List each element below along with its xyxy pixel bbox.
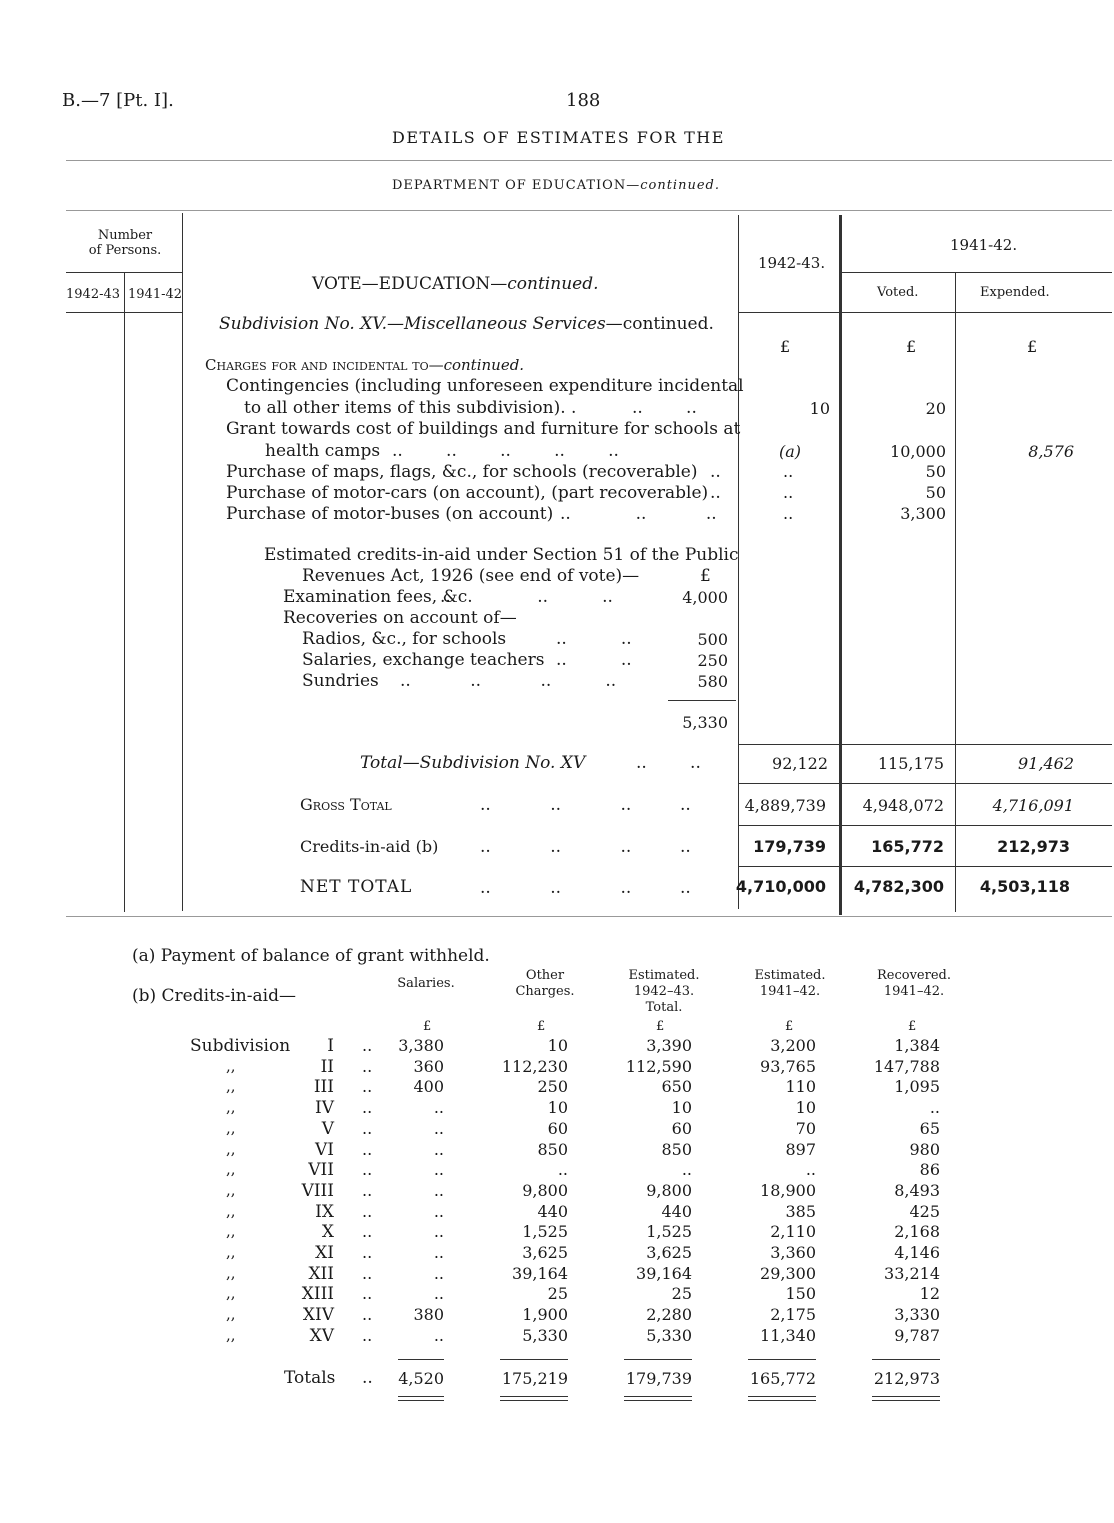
header-line: 1942–43. [633, 984, 695, 999]
subdivision-numeral: XIII [301, 1284, 334, 1304]
leader-dots: .. [362, 1077, 373, 1096]
credits-estimate-currency: £ [700, 566, 711, 586]
other-charges-value: 1,525 [522, 1222, 568, 1241]
estimated-1942-43-value: 2,280 [646, 1305, 692, 1324]
estimated-1942-43-value: .. [681, 1160, 692, 1179]
persons-1941-42-header: 1941-42 [128, 287, 183, 302]
ditto-mark: ,, [226, 1326, 236, 1344]
rule [500, 1359, 568, 1360]
page-title: DETAILS OF ESTIMATES FOR THE [392, 128, 725, 147]
estimated-1941-42-value: 2,110 [770, 1222, 816, 1241]
charges-heading-cont: continued. [443, 356, 525, 374]
leader-dots: .. .. .. .. .. [392, 441, 619, 461]
subdivision-numeral: IX [315, 1202, 334, 1222]
leader-dots: .. .. [632, 398, 697, 418]
leader-dots: .. [362, 1140, 373, 1159]
estimated-1942-43-value: 25 [671, 1284, 692, 1303]
estimated-1941-42-value: 150 [785, 1284, 816, 1303]
leader-dots: .. .. .. .. [480, 795, 691, 815]
other-charges-value: 10 [547, 1036, 568, 1055]
voted-header: Voted. [877, 285, 919, 300]
other-charges-value: .. [557, 1160, 568, 1179]
credits-totals-est4142: 165,772 [749, 1369, 816, 1388]
salaries-value: .. [433, 1222, 444, 1241]
rule [738, 866, 1112, 867]
rule [842, 272, 1112, 273]
department-name: DEPARTMENT OF EDUCATION— [392, 178, 641, 193]
currency-1942-43: £ [780, 337, 791, 356]
leader-dots: .. [362, 1326, 373, 1345]
header-recovered-1941-42 [862, 968, 966, 1000]
vote-title [312, 274, 598, 294]
other-charges-value: 39,164 [512, 1264, 568, 1283]
rule [500, 1396, 568, 1397]
salaries-value: .. [433, 1119, 444, 1138]
vertical-rule [124, 272, 125, 912]
rule [624, 1396, 692, 1397]
rule [872, 1359, 940, 1360]
motor-buses-1942-43: .. [783, 504, 794, 523]
header-line: Other [525, 968, 565, 983]
rule [624, 1359, 692, 1360]
rule [748, 1359, 816, 1360]
col-1941-42-header: 1941-42. [950, 236, 1018, 254]
header-estimated-1942-43 [612, 968, 716, 1016]
contingencies-voted: 20 [925, 399, 946, 418]
rule [66, 210, 1112, 211]
estimated-1942-43-value: 850 [661, 1140, 692, 1159]
ditto-mark: ,, [226, 1284, 236, 1302]
salaries-value: .. [433, 1264, 444, 1283]
subdivision-numeral: VI [315, 1140, 334, 1160]
leader-dots: .. [362, 1284, 373, 1303]
gross-total-expended: 4,716,091 [992, 796, 1074, 815]
sundries-value: 580 [697, 672, 728, 691]
rule [500, 1400, 568, 1401]
salaries-value: 400 [413, 1077, 444, 1096]
rule [738, 783, 1112, 784]
estimated-1942-43-value: 440 [661, 1202, 692, 1221]
item-motor-cars: Purchase of motor-cars (on account), (part recoverable) [226, 483, 709, 503]
estimated-1942-43-value: 1,525 [646, 1222, 692, 1241]
sundries-label: Sundries [302, 671, 379, 691]
credits-totals-est4243: 179,739 [625, 1369, 692, 1388]
subdivision-numeral: VII [308, 1160, 334, 1180]
department-cont: continued. [640, 178, 720, 193]
recovered-1941-42-value: 9,787 [894, 1326, 940, 1345]
motor-buses-voted: 3,300 [900, 504, 946, 523]
recovered-1941-42-value: 65 [919, 1119, 940, 1138]
recoveries-label: Recoveries on account of— [283, 608, 517, 628]
recovered-1941-42-value: 12 [919, 1284, 940, 1303]
salaries-value: .. [433, 1098, 444, 1117]
leader-dots: .. .. .. .. [480, 878, 691, 898]
leader-dots: .. [362, 1057, 373, 1076]
leader-dots: .. .. [556, 629, 632, 649]
recovered-1941-42-value: .. [929, 1098, 940, 1117]
leader-dots: .. [362, 1264, 373, 1283]
leader-dots: .. [362, 1160, 373, 1179]
ditto-mark: ,, [226, 1140, 236, 1158]
rule [66, 916, 1112, 917]
recovered-1941-42-value: 86 [919, 1160, 940, 1179]
recovered-1941-42-value: 4,146 [894, 1243, 940, 1262]
other-charges-value: 10 [547, 1098, 568, 1117]
credits-estimate-total: 5,330 [682, 713, 728, 732]
estimated-1942-43-value: 5,330 [646, 1326, 692, 1345]
credits-in-aid-expended: 212,973 [997, 837, 1070, 856]
item-grant-line1: Grant towards cost of buildings and furniture for schools at [226, 419, 741, 439]
header-line: Number [97, 228, 153, 243]
contingencies-1942-43: 10 [809, 399, 830, 418]
maps-voted: 50 [925, 462, 946, 481]
salaries-exchange-value: 250 [697, 651, 728, 670]
leader-dots: .. .. .. [440, 587, 613, 607]
estimated-1941-42-value: .. [805, 1160, 816, 1179]
recovered-1941-42-value: 2,168 [894, 1222, 940, 1241]
estimated-1941-42-value: 897 [785, 1140, 816, 1159]
leader-dots: .. .. .. .. [480, 837, 691, 857]
net-total-expended: 4,503,118 [979, 877, 1070, 896]
rule [398, 1396, 444, 1397]
document-reference: B.—7 [Pt. I]. [62, 90, 174, 111]
ditto-mark: ,, [226, 1305, 236, 1323]
motor-cars-1942-43: .. [783, 483, 794, 502]
department-heading [392, 178, 720, 193]
recovered-1941-42-value: 980 [909, 1140, 940, 1159]
other-charges-value: 112,230 [501, 1057, 568, 1076]
header-line: of Persons. [88, 243, 162, 258]
rule [738, 312, 1112, 313]
header-line: Recovered. [877, 968, 951, 983]
leader-dots: .. [362, 1368, 373, 1388]
gross-total-voted: 4,948,072 [862, 796, 944, 815]
estimated-1941-42-value: 385 [785, 1202, 816, 1221]
credits-totals-salaries: 4,520 [398, 1369, 444, 1388]
currency-other: £ [537, 1019, 546, 1034]
recovered-1941-42-value: 3,330 [894, 1305, 940, 1324]
other-charges-value: 3,625 [522, 1243, 568, 1262]
persons-1942-43-header: 1942-43 [66, 287, 121, 302]
charges-heading [205, 356, 524, 374]
maps-1942-43: .. [783, 462, 794, 481]
salaries-value: 360 [413, 1057, 444, 1076]
vote-title-text: VOTE—EDUCATION— [312, 274, 508, 294]
leader-dots: .. [362, 1036, 373, 1055]
grant-voted: 10,000 [890, 442, 946, 461]
rule [738, 744, 1112, 745]
header-line: Charges. [515, 984, 575, 999]
vertical-rule [955, 272, 956, 912]
currency-rec4142: £ [908, 1019, 917, 1034]
currency-expended: £ [1027, 337, 1038, 356]
estimated-1941-42-value: 11,340 [760, 1326, 816, 1345]
ditto-mark: ,, [226, 1057, 236, 1075]
credits-totals-label: Totals [284, 1368, 336, 1388]
estimated-1942-43-value: 10 [671, 1098, 692, 1117]
other-charges-value: 850 [537, 1140, 568, 1159]
subdivision-total-voted: 115,175 [877, 754, 944, 773]
recovered-1941-42-value: 1,384 [894, 1036, 940, 1055]
rule [738, 825, 1112, 826]
salaries-value: .. [433, 1284, 444, 1303]
recovered-1941-42-value: 33,214 [884, 1264, 940, 1283]
header-line: Estimated. [754, 968, 826, 983]
subdivision-numeral: VIII [301, 1181, 334, 1201]
subdivision-numeral: XV [309, 1326, 334, 1346]
radios-label: Radios, &c., for schools [302, 629, 507, 649]
gross-total-1942-43: 4,889,739 [744, 796, 826, 815]
recovered-1941-42-value: 8,493 [894, 1181, 940, 1200]
subdivision-heading-cont: continued. [622, 314, 714, 334]
leader-dots: .. [362, 1098, 373, 1117]
ditto-mark: ,, [226, 1202, 236, 1220]
grant-1942-43: (a) [779, 442, 802, 461]
salaries-value: .. [433, 1202, 444, 1221]
rule [624, 1400, 692, 1401]
net-total-voted: 4,782,300 [853, 877, 944, 896]
ditto-mark: ,, [226, 1181, 236, 1199]
estimated-1941-42-value: 3,200 [770, 1036, 816, 1055]
subdivision-numeral: I [327, 1036, 334, 1056]
leader-dots: .. [362, 1181, 373, 1200]
radios-value: 500 [697, 630, 728, 649]
leader-dots: .. [362, 1222, 373, 1241]
credits-totals-other: 175,219 [501, 1369, 568, 1388]
footnote-b: (b) Credits-in-aid— [132, 986, 296, 1006]
other-charges-value: 60 [547, 1119, 568, 1138]
ditto-mark: ,, [226, 1243, 236, 1261]
currency-est4243: £ [656, 1019, 665, 1034]
subdivision-heading-text: Subdivision No. XV.—Miscellaneous Services— [219, 314, 623, 334]
subdivision-total-1942-43: 92,122 [772, 754, 828, 773]
item-contingencies-line2: to all other items of this subdivision). . [244, 398, 577, 418]
credits-totals-rec4142: 212,973 [873, 1369, 940, 1388]
header-other-charges [495, 968, 595, 1000]
subdivision-total-expended: 91,462 [1018, 754, 1074, 773]
currency-voted: £ [906, 337, 917, 356]
rule [398, 1400, 444, 1401]
estimated-1941-42-value: 2,175 [770, 1305, 816, 1324]
header-salaries: Salaries. [397, 976, 455, 991]
col-1942-43-header: 1942-43. [758, 254, 826, 272]
estimated-1941-42-value: 18,900 [760, 1181, 816, 1200]
other-charges-value: 1,900 [522, 1305, 568, 1324]
estimated-1941-42-value: 10 [795, 1098, 816, 1117]
estimated-1942-43-value: 39,164 [636, 1264, 692, 1283]
subdivision-total-label: Total—Subdivision No. XV [360, 753, 586, 773]
vote-title-cont: continued. [507, 274, 599, 294]
recovered-1941-42-value: 147,788 [873, 1057, 940, 1076]
other-charges-value: 250 [537, 1077, 568, 1096]
subdivision-numeral: XII [308, 1264, 334, 1284]
currency-est4142: £ [785, 1019, 794, 1034]
rule [748, 1400, 816, 1401]
recovered-1941-42-value: 1,095 [894, 1077, 940, 1096]
motor-cars-voted: 50 [925, 483, 946, 502]
estimated-1941-42-value: 70 [795, 1119, 816, 1138]
header-estimated-1941-42 [738, 968, 842, 1000]
recovered-1941-42-value: 425 [909, 1202, 940, 1221]
estimated-1942-43-value: 3,625 [646, 1243, 692, 1262]
salaries-value: .. [433, 1326, 444, 1345]
leader-dots: .. [710, 462, 721, 482]
salaries-value: 380 [413, 1305, 444, 1324]
ditto-mark: ,, [226, 1264, 236, 1282]
leader-dots: .. [362, 1202, 373, 1221]
exam-fees-label: Examination fees, &c. [283, 587, 473, 607]
charges-heading-text: Charges for and incidental to— [205, 356, 444, 374]
leader-dots: .. .. .. [560, 504, 717, 524]
rule [748, 1396, 816, 1397]
header-line: Total. [645, 1000, 683, 1015]
salaries-exchange-label: Salaries, exchange teachers [302, 650, 545, 670]
credits-estimate-line1: Estimated credits-in-aid under Section 51 of the Public [264, 545, 739, 565]
credits-in-aid-label: Credits-in-aid (b) [300, 837, 439, 856]
ditto-mark: ,, [226, 1222, 236, 1240]
expended-header: Expended. [980, 285, 1050, 300]
subdivision-numeral: XIV [302, 1305, 334, 1325]
estimated-1942-43-value: 9,800 [646, 1181, 692, 1200]
page-number: 188 [566, 90, 601, 111]
rule [66, 160, 1112, 161]
ditto-mark: ,, [226, 1077, 236, 1095]
net-total-1942-43: 4,710,000 [735, 877, 826, 896]
grant-expended: 8,576 [1028, 442, 1074, 461]
subdivision-label: Subdivision [190, 1036, 291, 1056]
header-line: 1941–42. [883, 984, 945, 999]
number-of-persons-header [70, 228, 180, 258]
ditto-mark: ,, [226, 1160, 236, 1178]
rule [398, 1359, 444, 1360]
rule [668, 700, 736, 701]
subdivision-numeral: IV [315, 1098, 334, 1118]
other-charges-value: 440 [537, 1202, 568, 1221]
estimated-1941-42-value: 29,300 [760, 1264, 816, 1283]
leader-dots: .. .. [636, 753, 701, 773]
other-charges-value: 5,330 [522, 1326, 568, 1345]
net-total-label: NET TOTAL [300, 877, 413, 897]
subdivision-numeral: II [320, 1057, 334, 1077]
estimated-1941-42-value: 110 [785, 1077, 816, 1096]
rule [872, 1396, 940, 1397]
subdivision-numeral: X [321, 1222, 334, 1242]
subdivision-numeral: XI [315, 1243, 334, 1263]
ditto-mark: ,, [226, 1098, 236, 1116]
salaries-value: .. [433, 1181, 444, 1200]
credits-in-aid-1942-43: 179,739 [753, 837, 826, 856]
leader-dots: .. .. .. .. [400, 671, 617, 691]
leader-dots: .. .. [556, 650, 632, 670]
leader-dots: .. [362, 1119, 373, 1138]
salaries-value: .. [433, 1140, 444, 1159]
header-line: 1941–42. [759, 984, 821, 999]
gross-total-label: Gross Total [300, 795, 392, 814]
estimated-1941-42-value: 3,360 [770, 1243, 816, 1262]
vertical-rule [182, 213, 183, 911]
leader-dots: .. [362, 1305, 373, 1324]
vertical-rule [839, 215, 842, 915]
footnote-a: (a) Payment of balance of grant withheld. [132, 946, 490, 966]
estimated-1942-43-value: 3,390 [646, 1036, 692, 1055]
item-contingencies-line1: Contingencies (including unforeseen expenditure incidental [226, 376, 744, 396]
other-charges-value: 25 [547, 1284, 568, 1303]
header-line: Estimated. [628, 968, 700, 983]
salaries-value: 3,380 [398, 1036, 444, 1055]
leader-dots: .. [710, 483, 721, 503]
estimated-1942-43-value: 60 [671, 1119, 692, 1138]
estimated-1942-43-value: 112,590 [625, 1057, 692, 1076]
salaries-value: .. [433, 1243, 444, 1262]
credits-in-aid-voted: 165,772 [871, 837, 944, 856]
rule [872, 1400, 940, 1401]
leader-dots: .. [362, 1243, 373, 1262]
currency-salaries: £ [423, 1019, 432, 1034]
other-charges-value: 9,800 [522, 1181, 568, 1200]
salaries-value: .. [433, 1160, 444, 1179]
item-grant-line2: health camps [265, 441, 381, 461]
subdivision-numeral: III [313, 1077, 334, 1097]
subdivision-heading [219, 314, 714, 334]
exam-fees-value: 4,000 [682, 588, 728, 607]
item-maps-flags: Purchase of maps, flags, &c., for schools (recoverable) [226, 462, 698, 482]
ditto-mark: ,, [226, 1119, 236, 1137]
estimated-1942-43-value: 650 [661, 1077, 692, 1096]
estimated-1941-42-value: 93,765 [760, 1057, 816, 1076]
item-motor-buses: Purchase of motor-buses (on account) [226, 504, 554, 524]
credits-estimate-line2: Revenues Act, 1926 (see end of vote)— [302, 566, 640, 586]
subdivision-numeral: V [321, 1119, 334, 1139]
